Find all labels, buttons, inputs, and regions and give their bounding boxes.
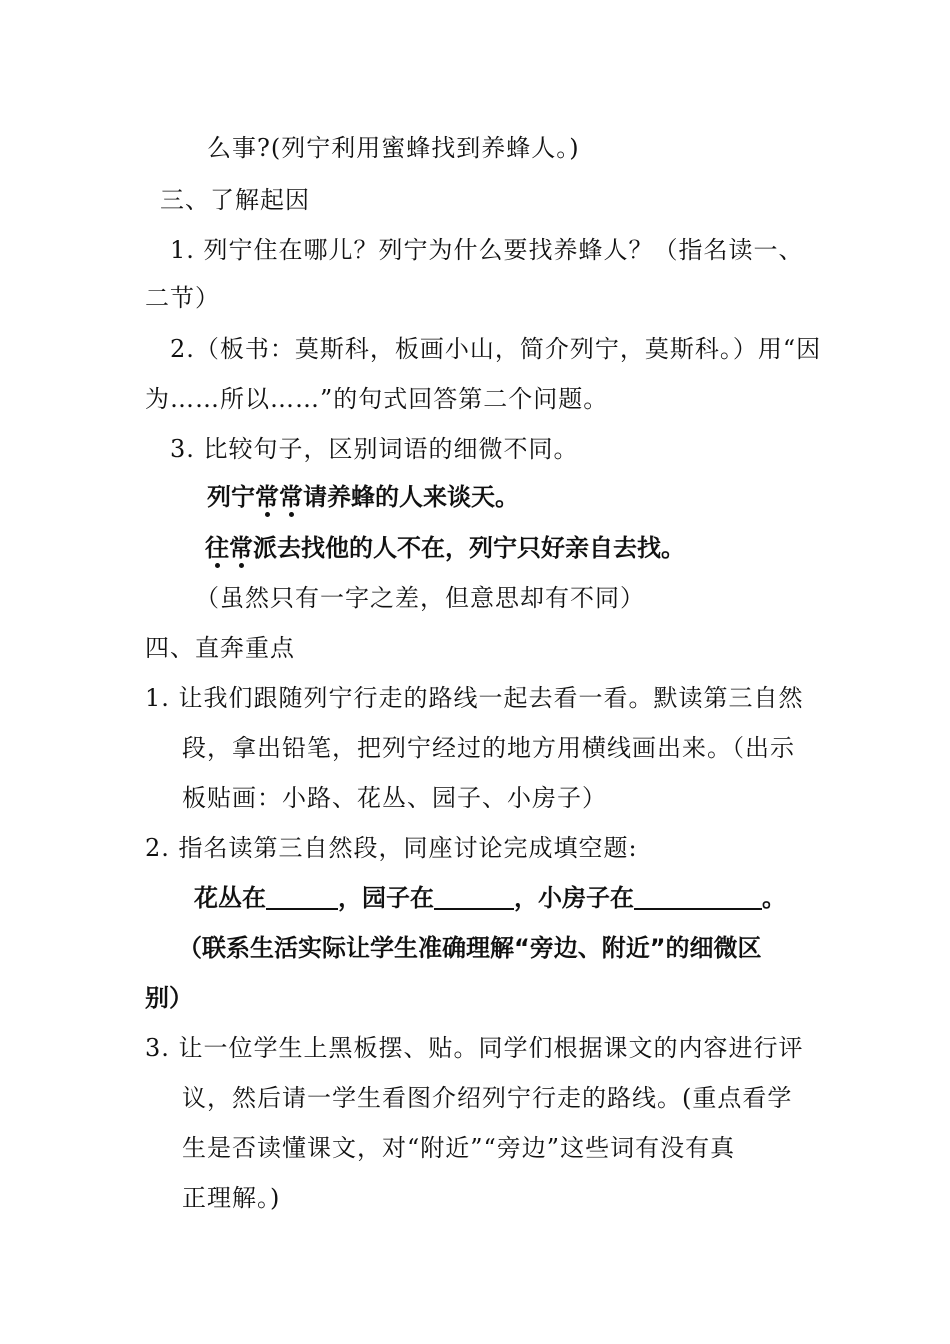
emphasis-dotted-char: 常 bbox=[279, 483, 303, 511]
text-line: 生是否读懂课文，对“附近”“旁边”这些词有没有真 bbox=[182, 1134, 736, 1162]
example-sentence-2 bbox=[205, 532, 685, 564]
fill-text: ，小房子在 bbox=[514, 884, 634, 912]
text-line: 议，然后请一学生看图介绍列宁行走的路线。(重点看学 bbox=[182, 1084, 793, 1112]
fill-in-blank-sentence bbox=[194, 882, 786, 914]
emphasis-dotted-char: 常 bbox=[255, 483, 279, 511]
text-line: 2. 指名读第三自然段，同座讨论完成填空题: bbox=[145, 834, 638, 862]
section-heading-3: 三、了解起因 bbox=[160, 186, 310, 214]
blank-1 bbox=[266, 882, 338, 910]
sentence-text: 请养蜂的人来谈天。 bbox=[303, 483, 519, 511]
emphasis-dotted-char: 常 bbox=[229, 534, 253, 562]
text-line: 为……所以……”的句式回答第二个问题。 bbox=[145, 385, 609, 413]
text-line: （虽然只有一字之差，但意思却有不同） bbox=[195, 584, 645, 612]
text-line: 2.（板书：莫斯科，板画小山，简介列宁，莫斯科。）用“因 bbox=[170, 335, 822, 363]
note-line: （联系生活实际让学生准确理解“旁边、附近”的细微区 bbox=[178, 934, 762, 962]
text-line: 3. 让一位学生上黑板摆、贴。同学们根据课文的内容进行评 bbox=[145, 1034, 804, 1062]
fill-text: 花丛在 bbox=[194, 884, 266, 912]
section-heading-4: 四、直奔重点 bbox=[145, 634, 295, 662]
emphasis-dotted-char: 往 bbox=[205, 534, 229, 562]
fill-text: 。 bbox=[762, 884, 786, 912]
fill-text: ，园子在 bbox=[338, 884, 434, 912]
sentence-text: 派去找他的人不在，列宁只好亲自去找。 bbox=[253, 534, 685, 562]
example-sentence-1 bbox=[207, 481, 519, 513]
blank-2 bbox=[434, 882, 514, 910]
text-line: 1. 列宁住在哪儿？列宁为什么要找养蜂人？（指名读一、 bbox=[170, 236, 804, 264]
note-line: 别） bbox=[145, 984, 193, 1012]
text-line: 二节） bbox=[145, 284, 220, 312]
text-line: 正理解。) bbox=[182, 1184, 281, 1212]
text-line: 么事?(列宁利用蜜蜂找到养蜂人。) bbox=[207, 134, 580, 162]
text-line: 1. 让我们跟随列宁行走的路线一起去看一看。默读第三自然 bbox=[145, 684, 804, 712]
text-line: 段，拿出铅笔，把列宁经过的地方用横线画出来。（出示 bbox=[182, 734, 795, 762]
text-line: 板贴画：小路、花丛、园子、小房子） bbox=[182, 784, 607, 812]
text-line: 3. 比较句子，区别词语的细微不同。 bbox=[170, 435, 579, 463]
blank-3 bbox=[634, 882, 762, 910]
sentence-text: 列宁 bbox=[207, 483, 255, 511]
